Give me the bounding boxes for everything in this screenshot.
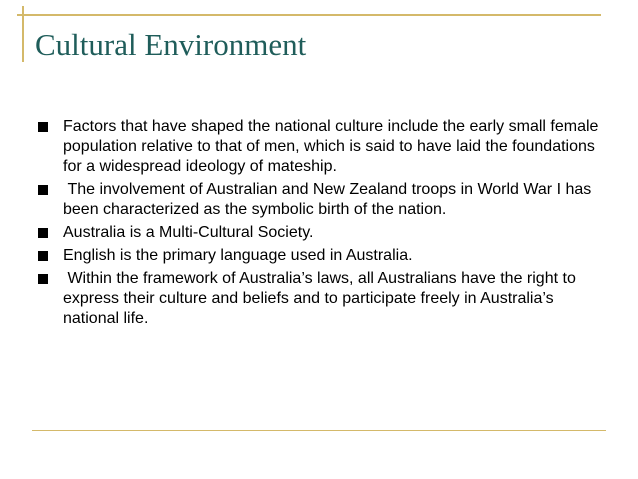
bullet-item	[38, 180, 613, 220]
bullet-list	[38, 117, 613, 332]
bullet-text: Australia is a Multi-Cultural Society.	[63, 224, 314, 241]
top-divider	[17, 14, 601, 16]
slide-title: Cultural Environment	[35, 27, 307, 62]
bullet-item	[38, 117, 613, 177]
bullet-text: The involvement of Australian and New Zealand troops in World War I has been characterized as the symbolic birth of the nation.	[63, 181, 596, 218]
bullet-item	[38, 246, 613, 266]
bullet-text: Factors that have shaped the national culture include the early small female population relative to that of men, which is said to have laid the foundations for a widespread ideology of mateship.	[63, 118, 603, 175]
bullet-item	[38, 223, 613, 243]
square-bullet-icon	[38, 228, 48, 238]
square-bullet-icon	[38, 274, 48, 284]
left-divider	[22, 6, 24, 62]
square-bullet-icon	[38, 251, 48, 261]
bullet-text: English is the primary language used in Australia.	[63, 247, 413, 264]
bullet-item	[38, 269, 613, 329]
square-bullet-icon	[38, 122, 48, 132]
bottom-divider	[32, 430, 606, 431]
square-bullet-icon	[38, 185, 48, 195]
bullet-text: Within the framework of Australia’s laws, all Australians have the right to express their culture and beliefs and to participate freely in Australia’s national life.	[63, 270, 581, 327]
